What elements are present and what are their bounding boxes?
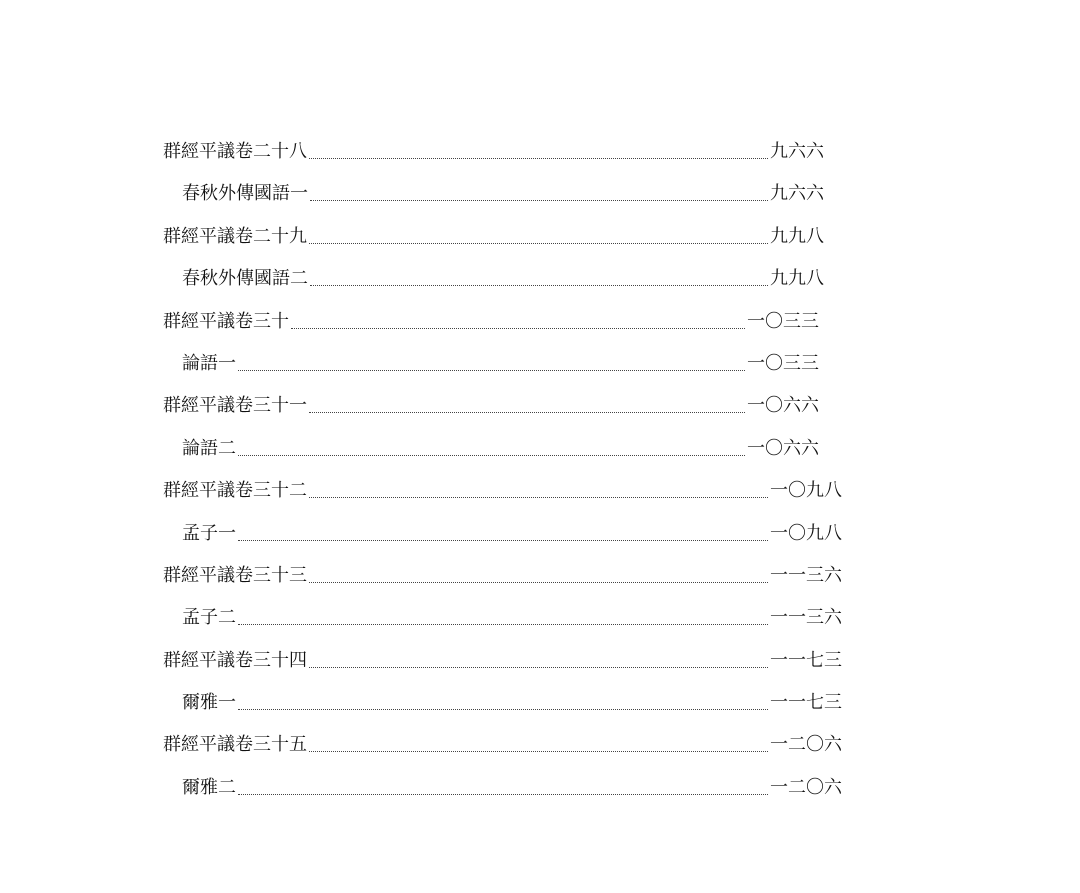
- dot-leader: [309, 412, 745, 413]
- toc-entry-title: 群經平議卷三十二: [163, 480, 307, 502]
- toc-entry-page: 一〇三三: [747, 352, 819, 374]
- toc-entry-title: 群經平議卷三十三: [163, 564, 307, 586]
- toc-entry: [0, 131, 1080, 173]
- toc-entry: [0, 258, 1080, 300]
- toc-entry-title: 群經平議卷二十八: [163, 141, 307, 162]
- toc-entry-page: 一〇九八: [770, 522, 842, 544]
- dot-leader: [238, 709, 768, 710]
- toc-entry-page: 一〇六六: [747, 437, 819, 459]
- toc-entry-page: 九六六: [770, 141, 824, 162]
- toc-entry: [0, 597, 1080, 639]
- toc-entry: [0, 767, 1080, 809]
- toc-entry: [0, 428, 1080, 470]
- dot-leader: [309, 158, 768, 159]
- toc-entry-page: 一二〇六: [770, 734, 842, 756]
- toc-entry-title: 爾雅二: [182, 776, 236, 798]
- dot-leader: [238, 455, 745, 456]
- toc-entry-title: 論語一: [182, 352, 236, 374]
- dot-leader: [309, 751, 768, 752]
- dot-leader: [238, 540, 768, 541]
- toc-entry-page: 九九八: [770, 268, 824, 290]
- dot-leader: [238, 624, 768, 625]
- toc-entry-title: 群經平議卷二十九: [163, 225, 307, 247]
- dot-leader: [310, 285, 768, 286]
- toc-entry-title: 爾雅一: [182, 692, 236, 714]
- toc-entry: [0, 724, 1080, 766]
- toc-entry-page: 一〇九八: [770, 480, 842, 502]
- toc-entry-page: 一一七三: [770, 649, 842, 671]
- toc-entry: [0, 385, 1080, 427]
- toc-entry-page: 一一七三: [770, 692, 842, 714]
- toc-entry: [0, 470, 1080, 512]
- toc-entry-title: 春秋外傳國語一: [182, 183, 308, 205]
- dot-leader: [310, 200, 768, 201]
- toc-entry-title: 孟子一: [182, 522, 236, 544]
- toc-entry-title: 群經平議卷三十五: [163, 734, 307, 756]
- toc-entry-title: 春秋外傳國語二: [182, 268, 308, 290]
- table-of-contents: [0, 131, 1080, 809]
- toc-entry-title: 論語二: [182, 437, 236, 459]
- toc-entry-page: 九六六: [770, 183, 824, 205]
- toc-entry-page: 九九八: [770, 225, 824, 247]
- toc-entry: [0, 301, 1080, 343]
- toc-entry-title: 群經平議卷三十一: [163, 395, 307, 417]
- toc-entry-page: 一一三六: [770, 564, 842, 586]
- toc-entry: [0, 173, 1080, 215]
- toc-entry-title: 孟子二: [182, 607, 236, 629]
- toc-entry-page: 一二〇六: [770, 776, 842, 798]
- toc-entry: [0, 343, 1080, 385]
- toc-entry-page: 一〇三三: [747, 310, 819, 332]
- toc-entry: [0, 216, 1080, 258]
- toc-entry: [0, 555, 1080, 597]
- toc-entry-title: 群經平議卷三十四: [163, 649, 307, 671]
- toc-entry-title: 群經平議卷三十: [163, 310, 289, 332]
- toc-entry-page: 一〇六六: [747, 395, 819, 417]
- dot-leader: [291, 328, 745, 329]
- toc-entry-page: 一一三六: [770, 607, 842, 629]
- dot-leader: [238, 370, 745, 371]
- dot-leader: [309, 667, 768, 668]
- dot-leader: [238, 794, 768, 795]
- toc-entry: [0, 513, 1080, 555]
- dot-leader: [309, 497, 768, 498]
- dot-leader: [309, 582, 768, 583]
- toc-entry: [0, 640, 1080, 682]
- dot-leader: [309, 243, 768, 244]
- toc-entry: [0, 682, 1080, 724]
